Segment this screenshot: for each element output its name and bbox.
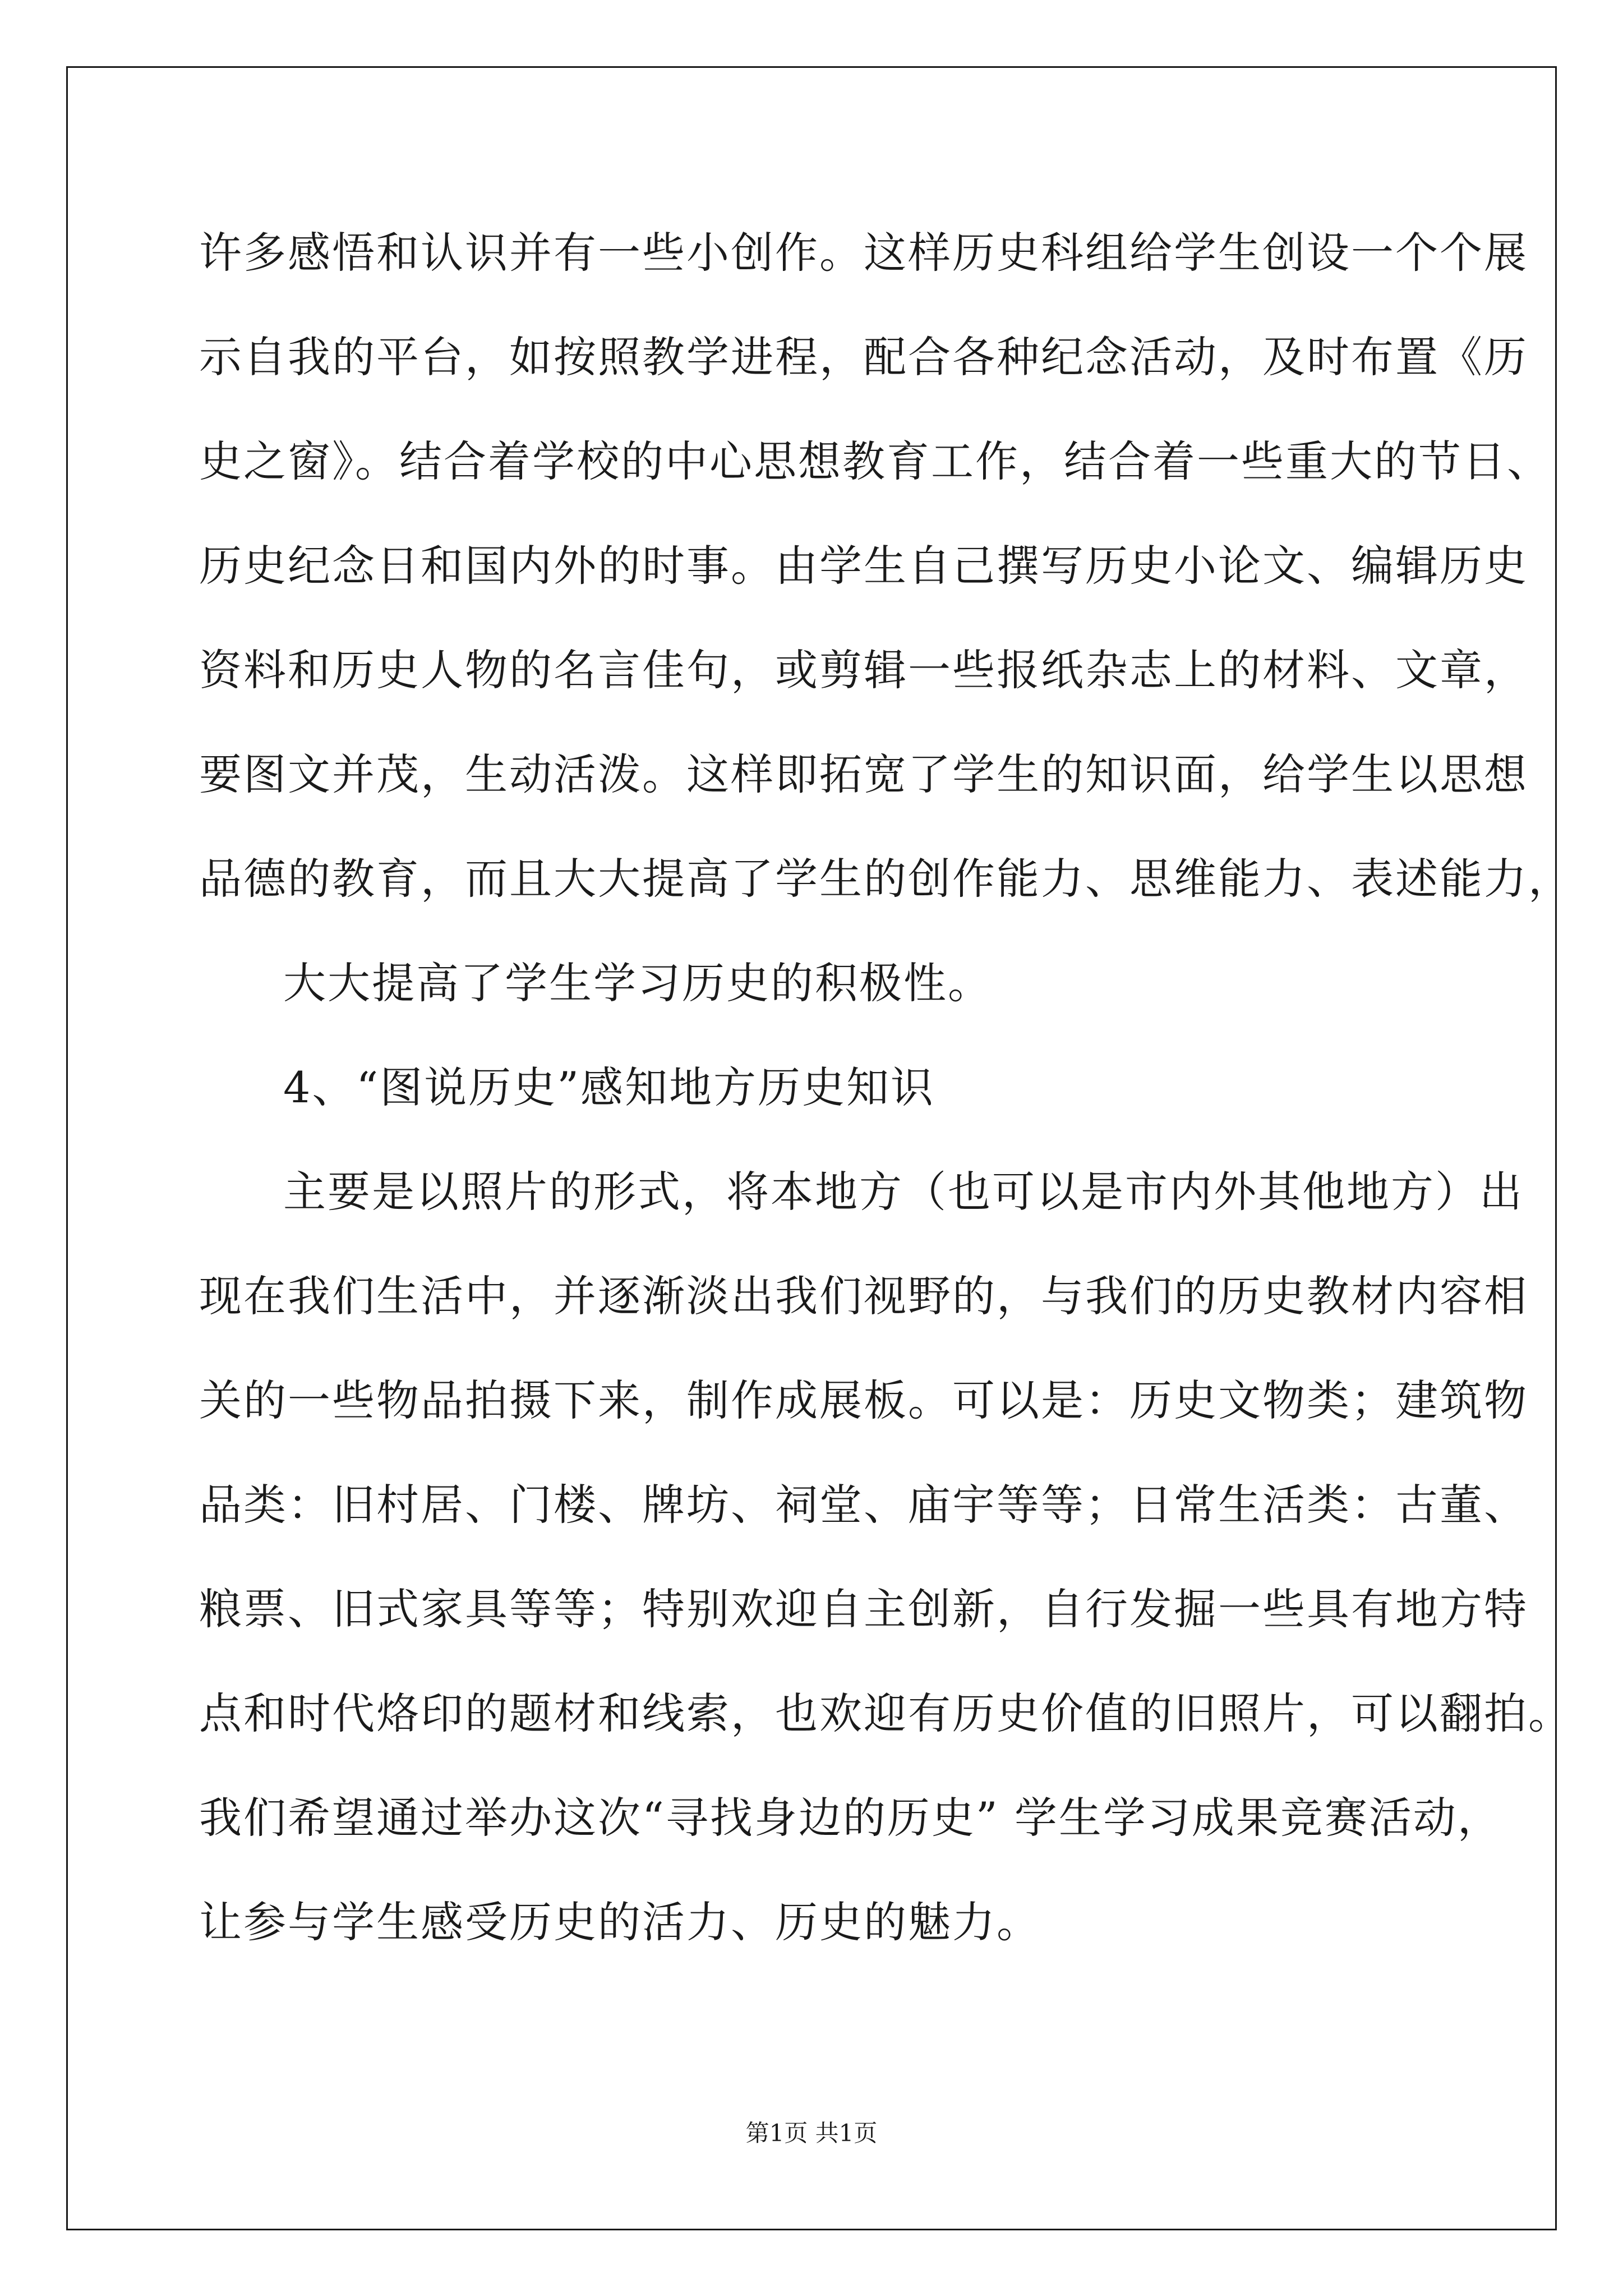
section-heading: 4、“图说历史”感知地方历史知识 (283, 1062, 935, 1112)
document-body (199, 201, 1573, 1975)
text-line: 要图文并茂，生动活泼。这样即拓宽了学生的知识面，给学生以思想 (199, 749, 1528, 799)
page-number-footer: 第1页 共1页 (745, 2119, 878, 2147)
text-line: 许多感悟和认识并有一些小创作。这样历史科组给学生创设一个个展 (199, 228, 1528, 278)
text-line: 资料和历史人物的名言佳句，或剪辑一些报纸杂志上的材料、文章， (199, 645, 1528, 695)
text-line: 历史纪念日和国内外的时事。由学生自己撰写历史小论文、编辑历史 (199, 541, 1528, 591)
text-line: 示自我的平台，如按照教学进程，配合各种纪念活动，及时布置《历 (199, 332, 1528, 382)
text-line: 点和时代烙印的题材和线索，也欢迎有历史价值的旧照片，可以翻拍。 (199, 1688, 1573, 1738)
text-line: 史之窗》。结合着学校的中心思想教育工作，结合着一些重大的节日、 (199, 436, 1551, 486)
text-line: 现在我们生活中，并逐渐淡出我们视野的，与我们的历史教材内容相 (199, 1271, 1528, 1321)
text-line: 我们希望通过举办这次“寻找身边的历史” 学生学习成果竞赛活动， (199, 1793, 1502, 1843)
text-line: 主要是以照片的形式，将本地方（也可以是市内外其他地方）出 (283, 1167, 1524, 1217)
text-line: 品德的教育，而且大大提高了学生的创作能力、思维能力、表述能力， (199, 854, 1573, 904)
text-line: 让参与学生感受历史的活力、历史的魅力。 (199, 1897, 1041, 1947)
text-line: 大大提高了学生学习历史的积极性。 (283, 958, 992, 1008)
text-line: 粮票、旧式家具等等；特别欢迎自主创新，自行发掘一些具有地方特 (199, 1584, 1528, 1634)
text-line: 品类：旧村居、门楼、牌坊、祠堂、庙宇等等；日常生活类：古董、 (199, 1480, 1528, 1530)
text-line: 关的一些物品拍摄下来，制作成展板。可以是：历史文物类；建筑物 (199, 1375, 1528, 1425)
